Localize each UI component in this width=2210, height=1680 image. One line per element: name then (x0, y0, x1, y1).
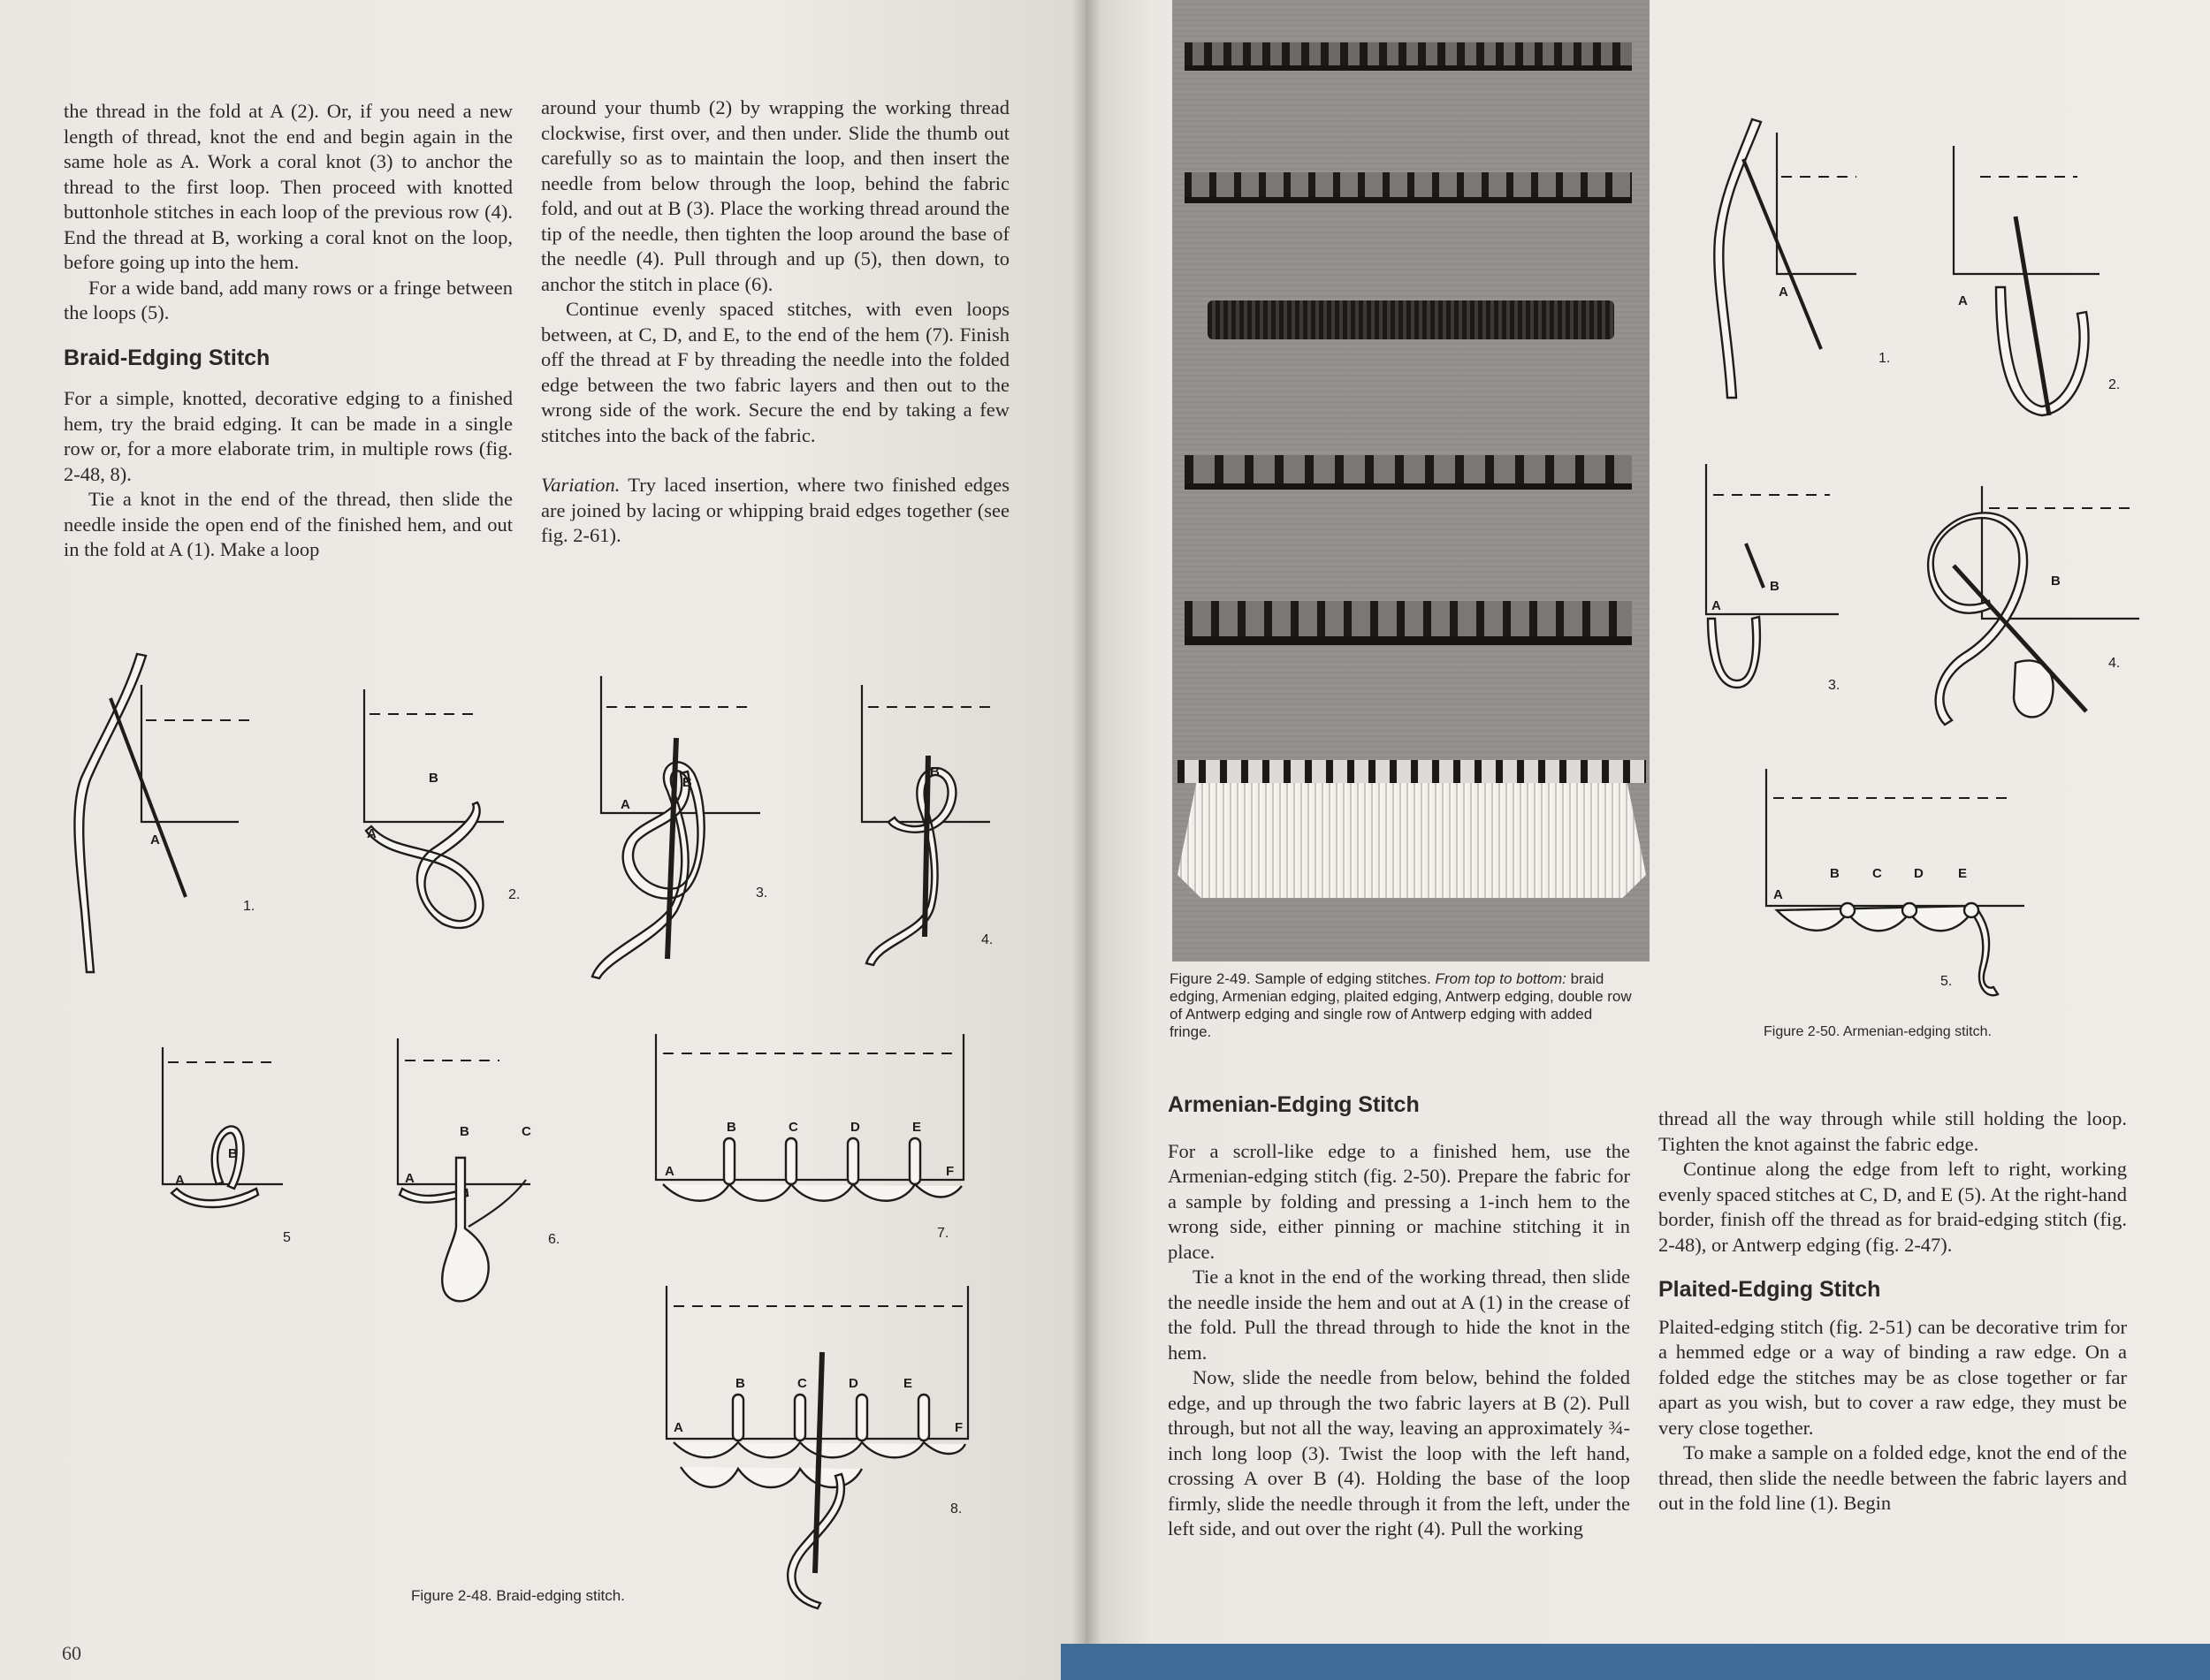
label-a: A (621, 797, 630, 812)
step-number-2: 2. (2108, 377, 2121, 392)
braid-step-6-diagram (380, 1034, 575, 1334)
book-gutter (1071, 0, 1101, 1680)
body-paragraph: thread all the way through while still holding the loop. Tighten the knot against the fabric edge. (1658, 1107, 2127, 1155)
body-paragraph: For a wide band, add many rows or a fringe between the loops (5). (64, 276, 513, 323)
armenian-step-2-diagram (1945, 146, 2122, 437)
sample-plaited-edging (1208, 300, 1614, 339)
figure-2-50-caption: Figure 2-50. Armenian-edging stitch. (1764, 1024, 1992, 1039)
variation-paragraph (541, 473, 1010, 549)
braid-step-7-diagram (645, 1025, 972, 1255)
body-paragraph: For a scroll-like edge to a finished hem, use the Armenian-edging stitch (fig. 2-50). Prepare the fabric for a sample by folding and pressing a 1-inch hem to the wrong side, either pinning or machine stitching it in place. (1168, 1139, 1630, 1263)
body-paragraph: Continue along the edge from left to right, working evenly spaced stitches at C, D, and E (5). At the right-hand border, finish off the thread as for braid-edging stitch (fig. 2-48), or Antwerp edging (fig. 2-47). (1658, 1158, 2127, 1256)
step-number-8: 8. (950, 1501, 963, 1517)
label-a: A (367, 826, 377, 841)
label-b: B (429, 771, 438, 786)
label-a: A (665, 1164, 674, 1179)
braid-step-1-diagram (62, 645, 274, 990)
left-page-column-2 (541, 95, 1010, 549)
body-paragraph: Continue evenly spaced stitches, with even loops between, at C, D, and E, to the end of the hem (7). Finish off the thread at F by threading the needle into the folded edge between the two fabric layers and then out to the wrong side of the work. Secure the end by taking a few stitches into the back of the fabric. (541, 298, 1010, 446)
label-b: B (727, 1120, 736, 1135)
body-paragraph: To make a sample on a folded edge, knot the end of the thread, then slide the needle between the fabric layers and out in the fold line (1). Begin (1658, 1441, 2127, 1514)
step-number-5: 5 (283, 1230, 291, 1245)
label-a: A (1779, 285, 1788, 300)
label-e: E (903, 1376, 913, 1391)
label-b: B (2051, 574, 2061, 589)
armenian-step-4-diagram (1909, 468, 2148, 734)
sample-double-antwerp-edging (1185, 601, 1632, 645)
page-number-left: 60 (62, 1642, 81, 1664)
body-paragraph: the thread in the fold at A (2). Or, if you need a new length of thread, knot the end and begin again in the same hole as A. Work a coral knot (3) to anchor the thread to the first loop. Then proceed with knotted buttonhole stitches in each loop of the previous row (4). End the thread at B, working a coral knot on the loop, before going up into the hem. (64, 100, 513, 273)
label-a: A (175, 1173, 185, 1188)
step-number-3: 3. (756, 886, 768, 901)
edging-samples-photo (1172, 0, 1650, 962)
braid-step-8-diagram (654, 1281, 981, 1617)
armenian-step-3-diagram (1697, 460, 1865, 698)
step-number-3: 3. (1828, 678, 1840, 693)
armenian-step-5-diagram (1759, 764, 2042, 994)
label-f: F (955, 1420, 964, 1435)
body-paragraph: Tie a knot in the end of the working thread, then slide the needle inside the hem and out at A (1) in the crease of the fold. Pull the thread through to hide the knot in the hem. (1168, 1266, 1630, 1364)
step-number-4: 4. (981, 932, 994, 947)
braid-step-5-diagram (150, 1043, 327, 1255)
braid-loops-row (663, 1138, 962, 1201)
label-b: B (1770, 579, 1779, 594)
section-heading-armenian-edging: Armenian-Edging Stitch (1168, 1092, 1420, 1117)
label-b: B (460, 1124, 469, 1139)
step-number-1: 1. (1878, 351, 1891, 366)
label-e: E (1958, 866, 1968, 881)
label-d: D (1914, 866, 1924, 881)
variation-text: Try laced insertion, where two finished edges are joined by lacing or whipping braid edges together (see fig. 2-61). (541, 474, 1010, 546)
label-e: E (912, 1120, 922, 1135)
label-a: A (1773, 887, 1783, 902)
step-number-6: 6. (548, 1232, 560, 1247)
body-paragraph: around your thumb (2) by wrapping the working thread clockwise, first over, and then under. Slide the thumb out carefully so as to maintain the loop, and then insert the needle from below through the loop, behind the fabric fold, and out at B (3). Place the working thread around the tip of the needle, then tighten the loop around the base of the needle (4). Pull through and up (5), then down, to anchor the stitch in place (6). (541, 96, 1010, 295)
armenian-step-1-diagram (1697, 106, 1891, 424)
caption-italic: From top to bottom: (1435, 970, 1566, 987)
label-b: B (735, 1376, 745, 1391)
body-paragraph: For a simple, knotted, decorative edging to a finished hem, try the braid edging. It can be made in a single row or, for a more elaborate trim, in multiple rows (fig. 2-48, 8). (64, 387, 513, 485)
section-heading-braid-edging: Braid-Edging Stitch (64, 345, 271, 370)
figure-2-48-caption: Figure 2-48. Braid-edging stitch. (411, 1587, 625, 1604)
label-a: A (1711, 598, 1721, 613)
braid-step-3-diagram (583, 667, 796, 994)
body-paragraph: Now, slide the needle from below, behind the folded edge, and up through the two fabric layers at B (2). Pull through, but not all the way, leaving an approximately ¾-inch long loop (3). Twist the loop with the left hand, crossing A over B (4). Holding the base of the loop firmly, slide the needle through it from the left, under the left side, and out over the right (4). Pull the working (1168, 1366, 1630, 1539)
caption-lead: Figure 2-49. Sample of edging stitches. (1170, 970, 1436, 987)
step-number-4: 4. (2108, 656, 2121, 671)
sample-antwerp-edging (1185, 455, 1632, 490)
sample-armenian-edging (1185, 172, 1632, 203)
figure-2-49-caption (1170, 970, 1634, 1041)
label-c: C (1872, 866, 1882, 881)
step-number-7: 7. (937, 1226, 949, 1241)
label-a: A (150, 832, 160, 848)
variation-label: Variation. (541, 474, 621, 496)
step-number-5: 5. (1940, 974, 1953, 989)
body-paragraph: Plaited-edging stitch (fig. 2-51) can be decorative trim for a hemmed edge or a way of binding a raw edge. On a folded edge the stitches may be as close together or far apart as you wish, but to cover a raw edge, they must be very close together. (1658, 1315, 2127, 1439)
left-page (0, 0, 1086, 1680)
label-b: B (1830, 866, 1840, 881)
book-cover-edge (1061, 1644, 2210, 1680)
sample-braid-edging (1185, 42, 1632, 71)
step-number-2: 2. (508, 887, 521, 902)
right-page-column-2 (1658, 1106, 2127, 1517)
label-b: B (228, 1146, 238, 1161)
right-page-column-1 (1168, 1092, 1630, 1542)
label-b: B (930, 764, 940, 779)
label-b: B (682, 775, 692, 790)
caption-rest: braid edging, Armenian edging, plaited edging, Antwerp edging, double row of Antwerp edging and single row of Antwerp edging with added fringe. (1170, 970, 1632, 1040)
section-heading-plaited-edging: Plaited-Edging Stitch (1658, 1277, 1881, 1302)
label-d: D (850, 1120, 860, 1135)
label-c: C (789, 1120, 798, 1135)
label-a: A (1958, 293, 1968, 308)
braid-step-4-diagram (849, 680, 1025, 981)
left-page-column-1 (64, 99, 513, 563)
step-number-1: 1. (243, 899, 255, 914)
label-c: C (797, 1376, 807, 1391)
braid-step-2-diagram (345, 680, 539, 946)
sample-fringe-edging (1177, 760, 1646, 901)
label-a: A (405, 1171, 415, 1186)
body-paragraph: Tie a knot in the end of the thread, then slide the needle inside the open end of the finished hem, and out in the fold at A (1). Make a loop (64, 488, 513, 560)
label-c: C (522, 1124, 531, 1139)
label-a: A (674, 1420, 683, 1435)
label-d: D (849, 1376, 858, 1391)
label-f: F (946, 1164, 955, 1179)
